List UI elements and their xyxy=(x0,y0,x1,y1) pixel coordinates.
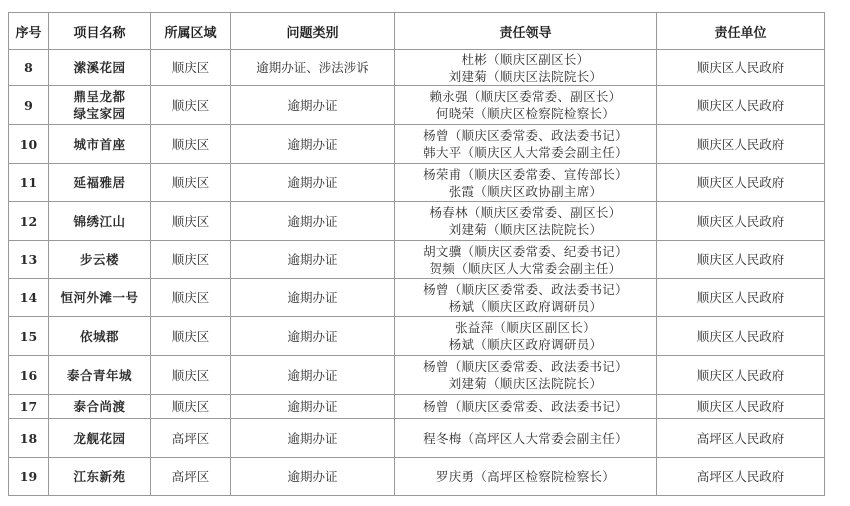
row-project-name xyxy=(49,202,151,241)
row-responsible-unit: 顺庆区人民政府 xyxy=(657,50,825,86)
table-body xyxy=(9,50,825,496)
row-area: 顺庆区 xyxy=(151,279,231,317)
leader-line: 杨曾（顺庆区委常委、政法委书记） xyxy=(423,359,628,374)
row-area: 顺庆区 xyxy=(151,356,231,395)
row-serial-number: 8 xyxy=(9,50,49,86)
row-issue-category: 逾期办证、涉法涉诉 xyxy=(231,50,395,86)
leader-line: 杨曾（顺庆区委常委、政法委书记） xyxy=(423,399,628,414)
leader-line: 杨斌（顺庆区政府调研员） xyxy=(448,298,603,314)
row-responsible-leader xyxy=(395,50,657,86)
project-name-line: 依城郡 xyxy=(79,328,119,344)
row-project-name xyxy=(49,86,151,125)
row-issue-category: 逾期办证 xyxy=(231,202,395,241)
row-responsible-unit: 顺庆区人民政府 xyxy=(657,125,825,164)
project-name-line: 锦绣江山 xyxy=(73,213,126,229)
row-area: 顺庆区 xyxy=(151,395,231,419)
leader-line: 张霞（顺庆区政协副主席） xyxy=(448,183,603,199)
row-area: 顺庆区 xyxy=(151,164,231,202)
header-area: 所属区域 xyxy=(151,13,231,50)
responsibility-table-container xyxy=(8,12,824,496)
leader-line: 赖永强（顺庆区委常委、副区长） xyxy=(429,89,622,104)
header-responsible-unit: 责任单位 xyxy=(657,13,825,50)
row-responsible-leader xyxy=(395,458,657,496)
row-area: 顺庆区 xyxy=(151,202,231,241)
table-row xyxy=(9,202,825,241)
leader-line: 胡文骥（顺庆区委常委、纪委书记） xyxy=(423,243,628,259)
row-project-name xyxy=(49,419,151,458)
row-responsible-unit: 顺庆区人民政府 xyxy=(657,86,825,125)
row-responsible-leader xyxy=(395,279,657,317)
row-serial-number: 11 xyxy=(9,164,49,202)
leader-line: 杨春林（顺庆区委常委、副区长） xyxy=(429,205,622,220)
row-area: 顺庆区 xyxy=(151,317,231,356)
row-responsible-unit: 顺庆区人民政府 xyxy=(657,164,825,202)
row-responsible-leader xyxy=(395,395,657,419)
table-row xyxy=(9,317,825,356)
leader-line: 程冬梅（高坪区人大常委会副主任） xyxy=(423,430,628,446)
row-issue-category: 逾期办证 xyxy=(231,241,395,279)
row-serial-number: 13 xyxy=(9,241,49,279)
row-project-name xyxy=(49,395,151,419)
row-responsible-unit: 顺庆区人民政府 xyxy=(657,202,825,241)
leader-line: 杨斌（顺庆区政府调研员） xyxy=(448,337,603,352)
row-project-name xyxy=(49,164,151,202)
row-project-name xyxy=(49,356,151,395)
table-row xyxy=(9,458,825,496)
row-serial-number: 10 xyxy=(9,125,49,164)
row-responsible-unit: 顺庆区人民政府 xyxy=(657,241,825,279)
table-row xyxy=(9,86,825,125)
leader-line: 罗庆勇（高坪区检察院检察长） xyxy=(435,469,616,484)
table-row xyxy=(9,279,825,317)
row-issue-category: 逾期办证 xyxy=(231,164,395,202)
row-area: 顺庆区 xyxy=(151,86,231,125)
row-project-name xyxy=(49,317,151,356)
leader-line: 杨荣甫（顺庆区委常委、宣传部长） xyxy=(423,166,628,182)
row-responsible-leader xyxy=(395,202,657,241)
leader-line: 杨曾（顺庆区委常委、政法委书记） xyxy=(423,281,628,297)
row-project-name xyxy=(49,279,151,317)
row-serial-number: 9 xyxy=(9,86,49,125)
table-row xyxy=(9,241,825,279)
leader-line: 杜彬（顺庆区副区长） xyxy=(461,51,590,67)
row-serial-number: 14 xyxy=(9,279,49,317)
row-serial-number: 18 xyxy=(9,419,49,458)
table-row xyxy=(9,419,825,458)
row-responsible-leader xyxy=(395,317,657,356)
row-responsible-leader xyxy=(395,356,657,395)
table-row xyxy=(9,356,825,395)
row-issue-category: 逾期办证 xyxy=(231,86,395,125)
project-name-line: 泰合青年城 xyxy=(66,367,132,383)
row-project-name xyxy=(49,458,151,496)
row-project-name xyxy=(49,50,151,86)
table-row xyxy=(9,395,825,419)
responsibility-table xyxy=(8,12,825,496)
project-name-line: 步云楼 xyxy=(79,252,119,267)
header-responsible-leader: 责任领导 xyxy=(395,13,657,50)
leader-line: 何晓荣（顺庆区检察院检察长） xyxy=(435,106,616,121)
row-serial-number: 17 xyxy=(9,395,49,419)
row-issue-category: 逾期办证 xyxy=(231,125,395,164)
project-name-line: 延福雅居 xyxy=(73,175,126,190)
project-name-line: 潆溪花园 xyxy=(73,60,126,75)
row-area: 顺庆区 xyxy=(151,50,231,86)
row-responsible-leader xyxy=(395,86,657,125)
row-area: 高坪区 xyxy=(151,419,231,458)
table-row xyxy=(9,50,825,86)
row-responsible-unit: 顺庆区人民政府 xyxy=(657,317,825,356)
leader-line: 刘建菊（顺庆区法院院长） xyxy=(448,376,603,391)
project-name-line: 龙舰花园 xyxy=(73,430,126,446)
row-responsible-leader xyxy=(395,241,657,279)
row-responsible-unit: 顺庆区人民政府 xyxy=(657,356,825,395)
leader-line: 韩大平（顺庆区人大常委会副主任） xyxy=(423,145,628,160)
row-issue-category: 逾期办证 xyxy=(231,419,395,458)
leader-line: 刘建菊（顺庆区法院院长） xyxy=(448,68,603,84)
project-name-line: 鼎呈龙都 xyxy=(73,89,126,104)
row-project-name xyxy=(49,125,151,164)
leader-line: 张益萍（顺庆区副区长） xyxy=(455,320,596,335)
leader-line: 杨曾（顺庆区委常委、政法委书记） xyxy=(423,128,628,143)
header-serial-number: 序号 xyxy=(9,13,49,50)
row-serial-number: 16 xyxy=(9,356,49,395)
leader-line: 刘建菊（顺庆区法院院长） xyxy=(448,222,603,237)
row-responsible-leader xyxy=(395,419,657,458)
project-name-line: 城市首座 xyxy=(73,136,126,152)
project-name-line: 绿宝家园 xyxy=(73,106,126,121)
row-issue-category: 逾期办证 xyxy=(231,279,395,317)
project-name-line: 恒河外滩一号 xyxy=(60,290,139,305)
table-row xyxy=(9,125,825,164)
row-issue-category: 逾期办证 xyxy=(231,356,395,395)
row-serial-number: 19 xyxy=(9,458,49,496)
row-responsible-unit: 顺庆区人民政府 xyxy=(657,395,825,419)
row-issue-category: 逾期办证 xyxy=(231,395,395,419)
row-responsible-unit: 高坪区人民政府 xyxy=(657,458,825,496)
row-responsible-unit: 高坪区人民政府 xyxy=(657,419,825,458)
table-header-row xyxy=(9,13,825,50)
row-issue-category: 逾期办证 xyxy=(231,458,395,496)
leader-line: 贺频（顺庆区人大常委会副主任） xyxy=(429,260,622,276)
row-issue-category: 逾期办证 xyxy=(231,317,395,356)
row-serial-number: 15 xyxy=(9,317,49,356)
header-project-name: 项目名称 xyxy=(49,13,151,50)
row-responsible-leader xyxy=(395,164,657,202)
row-serial-number: 12 xyxy=(9,202,49,241)
row-area: 高坪区 xyxy=(151,458,231,496)
row-project-name xyxy=(49,241,151,279)
project-name-line: 泰合尚渡 xyxy=(73,399,126,414)
row-area: 顺庆区 xyxy=(151,125,231,164)
row-area: 顺庆区 xyxy=(151,241,231,279)
row-responsible-leader xyxy=(395,125,657,164)
header-issue-category: 问题类别 xyxy=(231,13,395,50)
row-responsible-unit: 顺庆区人民政府 xyxy=(657,279,825,317)
table-row xyxy=(9,164,825,202)
project-name-line: 江东新苑 xyxy=(73,469,126,484)
